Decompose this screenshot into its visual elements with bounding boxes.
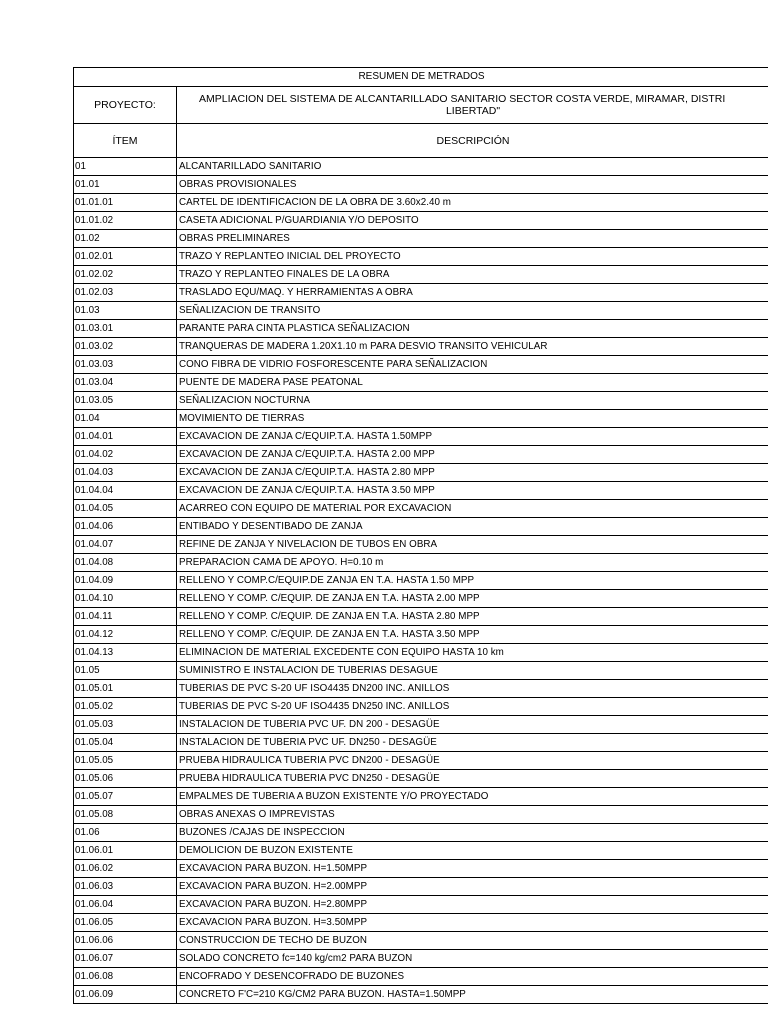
item-description: DEMOLICION DE BUZON EXISTENTE: [179, 845, 354, 856]
item-description: TRANQUERAS DE MADERA 1.20X1.10 m PARA DESVIO TRANSITO VEHICULAR: [179, 341, 548, 352]
title-row: [74, 68, 768, 87]
table-row: [74, 554, 768, 572]
item-description: ELIMINACION DE MATERIAL EXCEDENTE CON EQUIPO HASTA 10 km: [179, 647, 504, 658]
table-row: [74, 230, 768, 248]
item-description: RELLENO Y COMP. C/EQUIP. DE ZANJA EN T.A. HASTA 2.00 MPP: [179, 593, 480, 604]
item-description: PRUEBA HIDRAULICA TUBERIA PVC DN250 - DESAGÜE: [179, 773, 440, 784]
column-header-description: DESCRIPCIÓN: [436, 134, 510, 147]
item-description: BUZONES /CAJAS DE INSPECCION: [179, 827, 345, 838]
item-code: 01.04.01: [74, 428, 177, 445]
item-code: 01.05.01: [74, 680, 177, 697]
item-description: INSTALACION DE TUBERIA PVC UF. DN250 - DESAGÜE: [179, 737, 437, 748]
table-row: [74, 428, 768, 446]
item-code: 01.05.05: [74, 752, 177, 769]
item-description: EMPALMES DE TUBERIA A BUZON EXISTENTE Y/O PROYECTADO: [179, 791, 489, 802]
table-row: [74, 914, 768, 932]
table-row: [74, 896, 768, 914]
table-row: [74, 284, 768, 302]
table-row: [74, 356, 768, 374]
item-description: EXCAVACION PARA BUZON. H=3.50MPP: [179, 917, 368, 928]
table-row: [74, 878, 768, 896]
metrados-table: [73, 67, 768, 1004]
item-code: 01.04.13: [74, 644, 177, 661]
item-description: TUBERIAS DE PVC S-20 UF ISO4435 DN200 INC. ANILLOS: [179, 683, 450, 694]
sheet-title: RESUMEN DE METRADOS: [358, 71, 485, 82]
table-row: [74, 518, 768, 536]
item-description: SOLADO CONCRETO fc=140 kg/cm2 PARA BUZON: [179, 953, 413, 964]
item-description: REFINE DE ZANJA Y NIVELACION DE TUBOS EN OBRA: [179, 539, 438, 550]
item-code: 01.04.02: [74, 446, 177, 463]
table-row: [74, 608, 768, 626]
item-code: 01.03.02: [74, 338, 177, 355]
table-row: [74, 842, 768, 860]
table-row: [74, 392, 768, 410]
item-description: EXCAVACION DE ZANJA C/EQUIP.T.A. HASTA 2.00 MPP: [179, 449, 435, 460]
item-code: 01.05.08: [74, 806, 177, 823]
item-code: 01.04.08: [74, 554, 177, 571]
item-description: PREPARACION CAMA DE APOYO. H=0.10 m: [179, 557, 384, 568]
table-row: [74, 446, 768, 464]
project-label: PROYECTO:: [74, 87, 177, 123]
item-code: 01.04.07: [74, 536, 177, 553]
item-description: RELLENO Y COMP. C/EQUIP. DE ZANJA EN T.A. HASTA 2.80 MPP: [179, 611, 480, 622]
item-code: 01.04.06: [74, 518, 177, 535]
item-code: 01.04.04: [74, 482, 177, 499]
table-row: [74, 950, 768, 968]
item-description: ALCANTARILLADO SANITARIO: [179, 161, 322, 172]
table-row: [74, 932, 768, 950]
table-row: [74, 248, 768, 266]
table-row: [74, 464, 768, 482]
item-description: EXCAVACION PARA BUZON. H=2.00MPP: [179, 881, 368, 892]
project-name-line2: LIBERTAD": [445, 105, 501, 117]
column-header-row: [74, 124, 768, 158]
table-row: [74, 824, 768, 842]
table-row: [74, 698, 768, 716]
item-description: TUBERIAS DE PVC S-20 UF ISO4435 DN250 INC. ANILLOS: [179, 701, 450, 712]
table-row: [74, 626, 768, 644]
table-row: [74, 860, 768, 878]
table-row: [74, 644, 768, 662]
item-code: 01.05.04: [74, 734, 177, 751]
item-code: 01.02: [74, 230, 177, 247]
item-description: RELLENO Y COMP. C/EQUIP. DE ZANJA EN T.A. HASTA 3.50 MPP: [179, 629, 480, 640]
item-code: 01.05.02: [74, 698, 177, 715]
table-row: [74, 482, 768, 500]
item-description: SEÑALIZACION DE TRANSITO: [179, 305, 321, 316]
table-row: [74, 662, 768, 680]
item-description: CONSTRUCCION DE TECHO DE BUZON: [179, 935, 368, 946]
table-row: [74, 770, 768, 788]
table-row: [74, 266, 768, 284]
item-code: 01.04.05: [74, 500, 177, 517]
item-description: ACARREO CON EQUIPO DE MATERIAL POR EXCAVACION: [179, 503, 452, 514]
item-description: TRASLADO EQU/MAQ. Y HERRAMIENTAS A OBRA: [179, 287, 413, 298]
table-row: [74, 536, 768, 554]
item-code: 01.02.02: [74, 266, 177, 283]
table-row: [74, 734, 768, 752]
item-description: PUENTE DE MADERA PASE PEATONAL: [179, 377, 363, 388]
project-name: [177, 87, 768, 123]
item-description: OBRAS PROVISIONALES: [179, 179, 297, 190]
item-description: PARANTE PARA CINTA PLASTICA SEÑALIZACION: [179, 323, 410, 334]
item-description: CONCRETO F'C=210 KG/CM2 PARA BUZON. HASTA=1.50MPP: [179, 989, 466, 1000]
item-description: EXCAVACION DE ZANJA C/EQUIP.T.A. HASTA 3.50 MPP: [179, 485, 435, 496]
item-description: OBRAS PRELIMINARES: [179, 233, 290, 244]
item-code: 01.06.04: [74, 896, 177, 913]
table-row: [74, 194, 768, 212]
item-description: INSTALACION DE TUBERIA PVC UF. DN 200 - DESAGÜE: [179, 719, 440, 730]
item-code: 01.01: [74, 176, 177, 193]
item-code: 01.05: [74, 662, 177, 679]
item-description: SUMINISTRO E INSTALACION DE TUBERIAS DESAGUE: [179, 665, 438, 676]
item-code: 01.03.04: [74, 374, 177, 391]
table-row: [74, 176, 768, 194]
item-code: 01.05.03: [74, 716, 177, 733]
item-description: ENTIBADO Y DESENTIBADO DE ZANJA: [179, 521, 363, 532]
item-code: 01.06.08: [74, 968, 177, 985]
table-row: [74, 590, 768, 608]
project-row: [74, 87, 768, 124]
item-code: 01.02.03: [74, 284, 177, 301]
table-row: [74, 212, 768, 230]
table-row: [74, 158, 768, 176]
column-header-item: ÍTEM: [74, 124, 177, 157]
item-code: 01.04.03: [74, 464, 177, 481]
item-code: 01.03: [74, 302, 177, 319]
item-description: EXCAVACION PARA BUZON. H=2.80MPP: [179, 899, 368, 910]
table-row: [74, 338, 768, 356]
item-code: 01.06.02: [74, 860, 177, 877]
item-code: 01.03.01: [74, 320, 177, 337]
item-description: PRUEBA HIDRAULICA TUBERIA PVC DN200 - DESAGÜE: [179, 755, 440, 766]
item-description: CONO FIBRA DE VIDRIO FOSFORESCENTE PARA SEÑALIZACION: [179, 359, 488, 370]
item-code: 01.04.12: [74, 626, 177, 643]
item-description: MOVIMIENTO DE TIERRAS: [179, 413, 305, 424]
item-code: 01.05.06: [74, 770, 177, 787]
item-code: 01.03.03: [74, 356, 177, 373]
table-row: [74, 410, 768, 428]
table-row: [74, 752, 768, 770]
item-code: 01.06: [74, 824, 177, 841]
item-code: 01.01.01: [74, 194, 177, 211]
item-description: SEÑALIZACION NOCTURNA: [179, 395, 311, 406]
item-description: EXCAVACION DE ZANJA C/EQUIP.T.A. HASTA 1.50MPP: [179, 431, 433, 442]
table-row: [74, 374, 768, 392]
item-code: 01.04: [74, 410, 177, 427]
item-code: 01.06.03: [74, 878, 177, 895]
table-row: [74, 302, 768, 320]
item-description: OBRAS ANEXAS O IMPREVISTAS: [179, 809, 335, 820]
table-row: [74, 986, 768, 1004]
table-row: [74, 788, 768, 806]
table-row: [74, 806, 768, 824]
table-row: [74, 716, 768, 734]
item-code: 01.06.09: [74, 986, 177, 1003]
item-code: 01.05.07: [74, 788, 177, 805]
item-description: ENCOFRADO Y DESENCOFRADO DE BUZONES: [179, 971, 405, 982]
item-code: 01.02.01: [74, 248, 177, 265]
item-code: 01.03.05: [74, 392, 177, 409]
table-row: [74, 320, 768, 338]
item-description: RELLENO Y COMP.C/EQUIP.DE ZANJA EN T.A. HASTA 1.50 MPP: [179, 575, 475, 586]
table-row: [74, 680, 768, 698]
table-row: [74, 572, 768, 590]
table-row: [74, 968, 768, 986]
item-code: 01.04.09: [74, 572, 177, 589]
table-body: [74, 158, 768, 1004]
item-code: 01.06.06: [74, 932, 177, 949]
item-code: 01.04.10: [74, 590, 177, 607]
item-description: CASETA ADICIONAL P/GUARDIANIA Y/O DEPOSITO: [179, 215, 419, 226]
item-code: 01.01.02: [74, 212, 177, 229]
item-code: 01: [74, 158, 177, 175]
item-description: TRAZO Y REPLANTEO FINALES DE LA OBRA: [179, 269, 390, 280]
project-name-line1: AMPLIACION DEL SISTEMA DE ALCANTARILLADO SANITARIO SECTOR COSTA VERDE, MIRAMAR, DISTRI: [199, 93, 726, 105]
item-code: 01.06.01: [74, 842, 177, 859]
item-code: 01.06.07: [74, 950, 177, 967]
item-description: CARTEL DE IDENTIFICACION DE LA OBRA DE 3.60x2.40 m: [179, 197, 451, 208]
table-row: [74, 500, 768, 518]
item-code: 01.06.05: [74, 914, 177, 931]
item-code: 01.04.11: [74, 608, 177, 625]
item-description: EXCAVACION PARA BUZON. H=1.50MPP: [179, 863, 368, 874]
item-description: EXCAVACION DE ZANJA C/EQUIP.T.A. HASTA 2.80 MPP: [179, 467, 435, 478]
item-description: TRAZO Y REPLANTEO INICIAL DEL PROYECTO: [179, 251, 401, 262]
